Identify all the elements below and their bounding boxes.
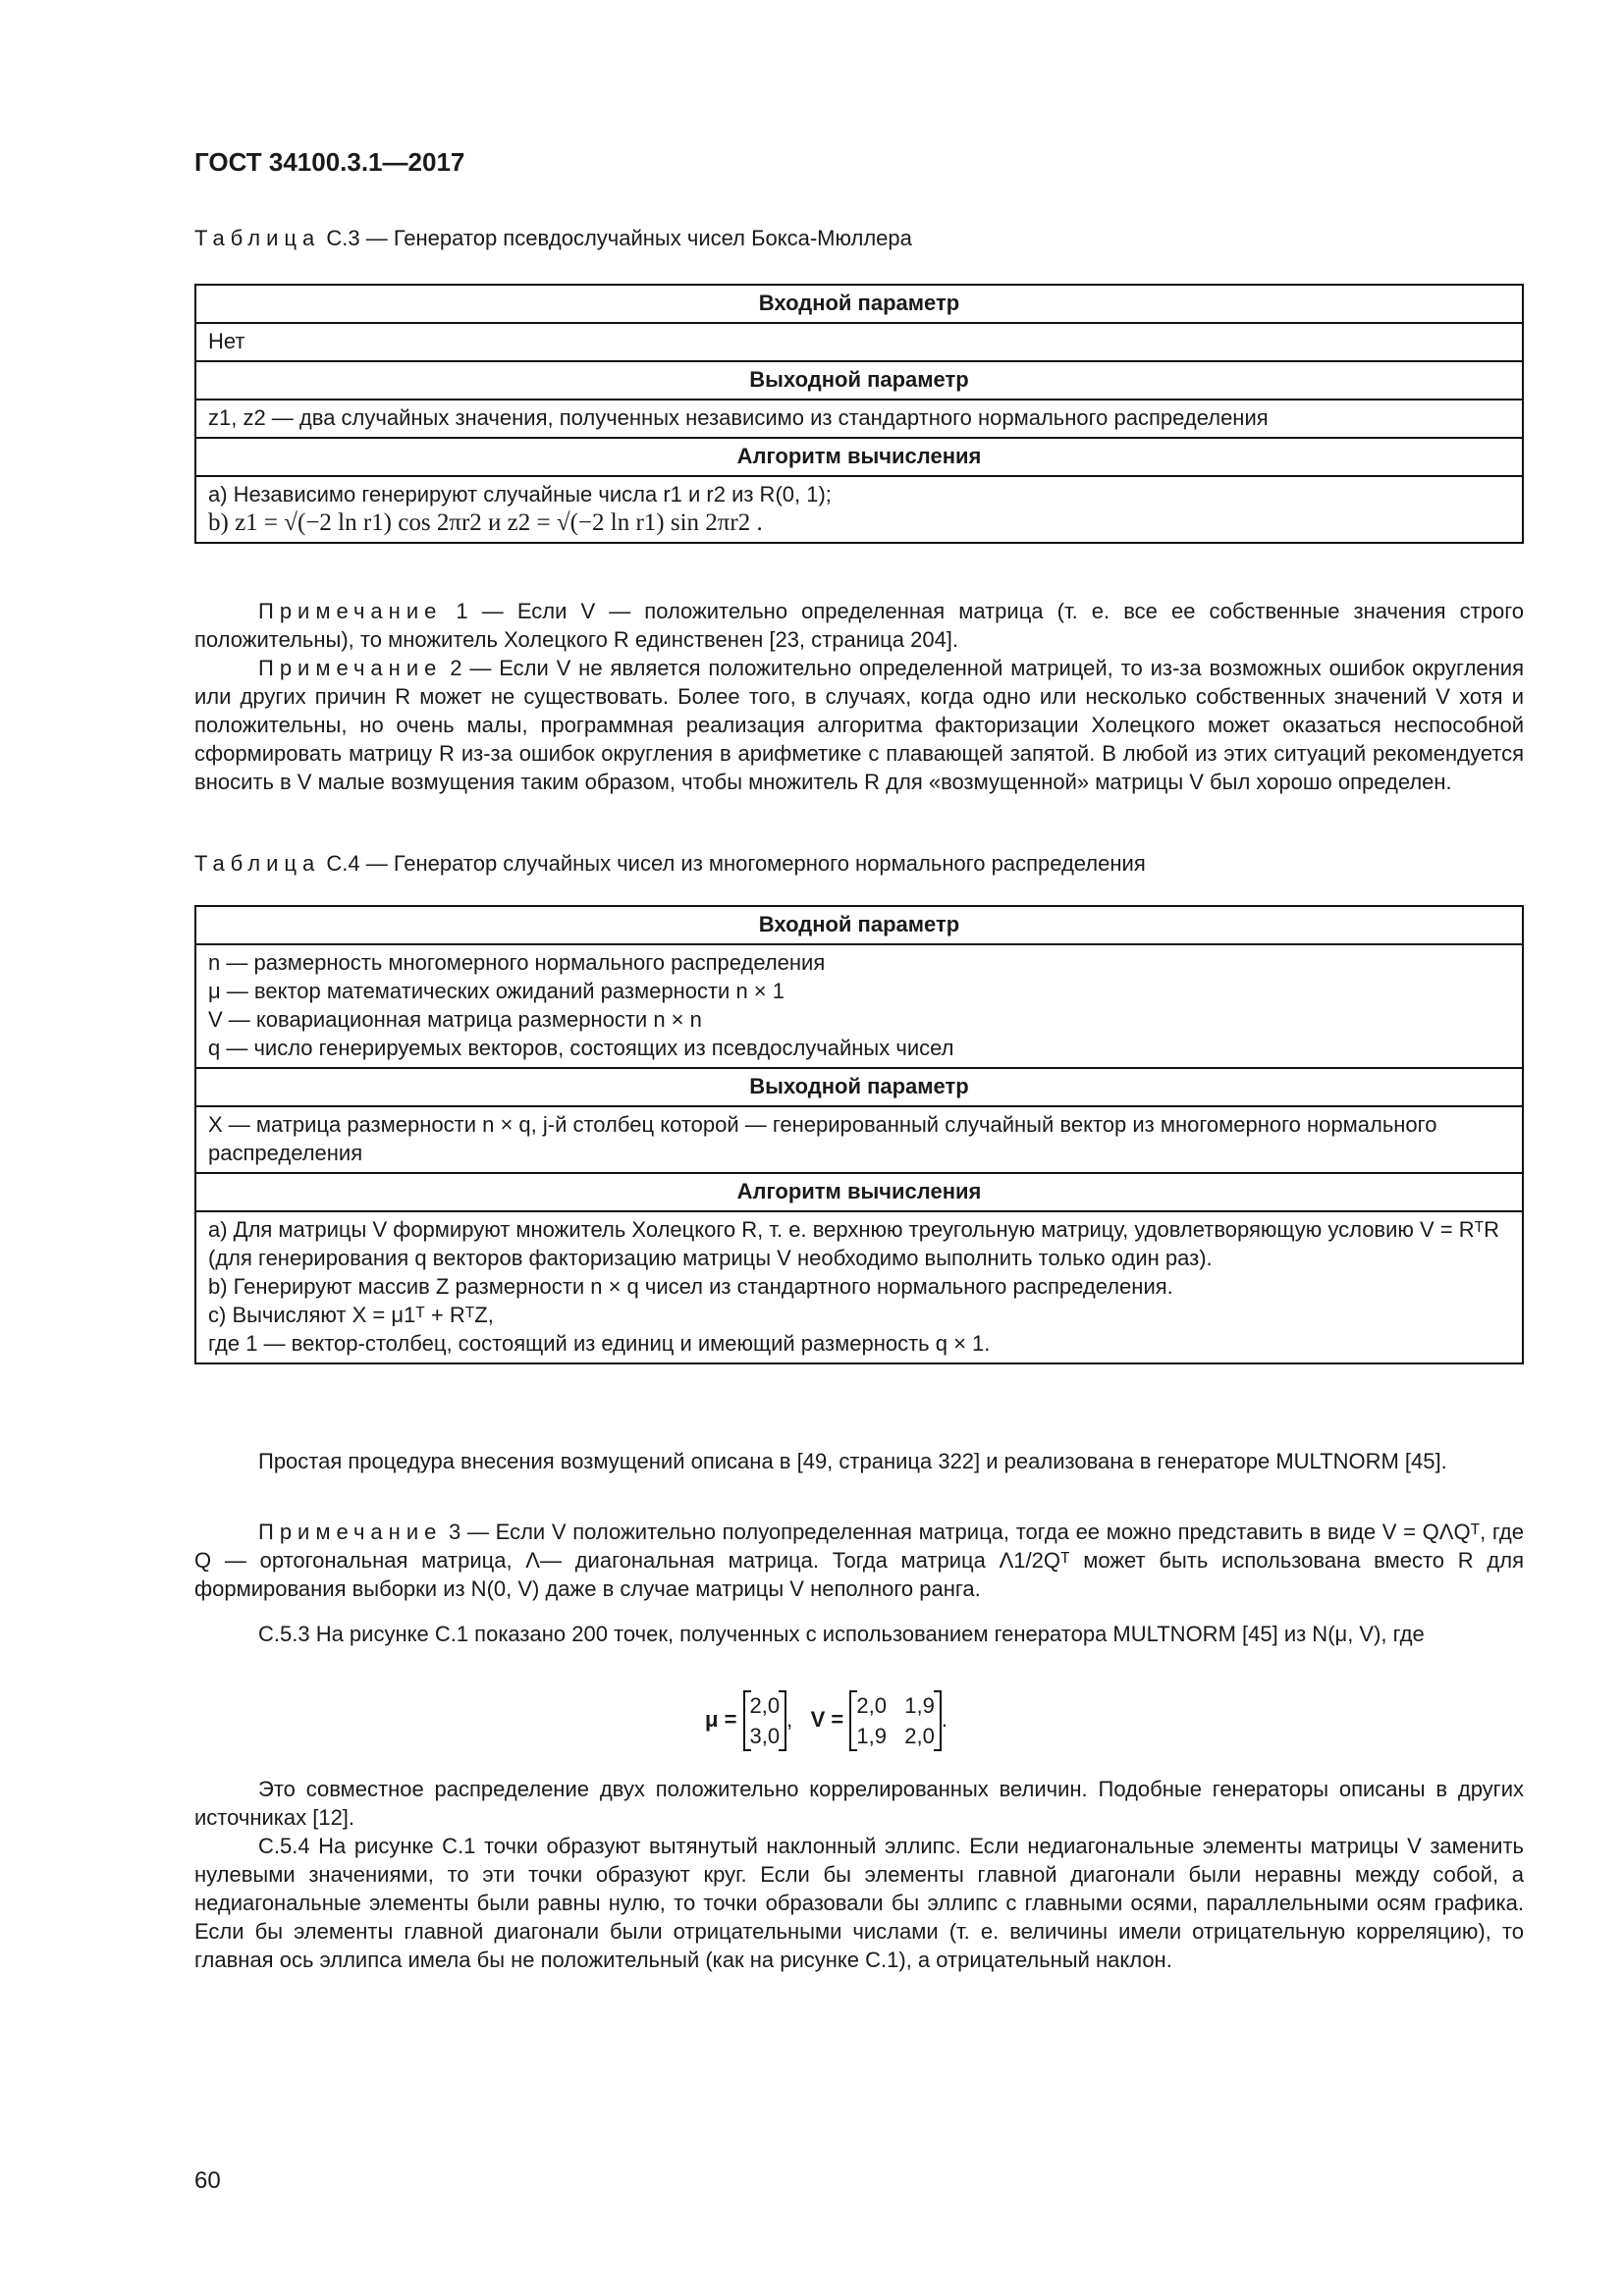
v-row [856,1690,935,1721]
mu-label: μ = [705,1706,737,1732]
note-3-label: Примечание [258,1520,443,1544]
table-c3-caption-text: С.3 — Генератор псевдослучайных чисел Бокса-Мюллера [320,226,912,250]
table-c4-algo-cell [195,1211,1523,1363]
table-c3-algo-header: Алгоритм вычисления [195,438,1523,476]
document-page [194,0,1524,2296]
note-3-text: 3 — Если V положительно полуопределенная матрица, тогда ее можно представить в виде V = QΛQᵀ, где Q — ортогональная матрица, Λ— диагональная матрица. Тогда матрица Λ1/2Qᵀ может быть использована вместо R для формирования выборки из N(0, V) даже в случае матрицы V неполного ранга. [194,1520,1524,1601]
mu-vector [743,1690,787,1751]
table-c4-algo-line: b) Генерируют массив Z размерности n × q чисел из стандартного нормального распределения. [208,1274,1173,1299]
paragraph-c53: С.5.3 На рисунке С.1 показано 200 точек, полученных с использованием генератора MULTNORM [45] из N(μ, V), где [258,1622,1425,1646]
table-c4-algo-line: c) Вычисляют X = μ1ᵀ + RᵀZ, [208,1303,494,1327]
v-cell: 2,0 [904,1724,935,1748]
note-1-label: Примечание [258,599,443,623]
table-c4-output-value: X — матрица размерности n × q, j-й столбец которой — генерированный случайный вектор из многомерного нормального распределения [195,1106,1523,1173]
v-row [856,1721,935,1751]
table-c4-caption-text: С.4 — Генератор случайных чисел из многомерного нормального распределения [320,851,1146,876]
note-2-text: 2 — Если V не является положительно определенной матрицей, то из-за возможных ошибок округления или других причин R может не существовать. Более того, в случаях, когда одно или несколько собственных значений V хотя и положительны, но очень малы, программная реализация алгоритма факторизации Холецкого может оказаться неспособной сформировать матрицу R из-за ошибок округления в арифметике с плавающей запятой. В любой из этих ситуаций рекомендуется вносить в V малые возмущения таким образом, чтобы множитель R для «возмущенной» матрицы V был хорошо определен. [194,656,1524,794]
table-c4-algo-line: a) Для матрицы V формируют множитель Холецкого R, т. е. верхнюю треугольную матрицу, удовлетворяющую условию V = RᵀR (для генерирования q векторов факторизацию матрицы V необходимо выполнить только один раз). [208,1217,1500,1270]
table-c3-output-value: z1, z2 — два случайных значения, полученных независимо из стандартного нормального распределения [195,400,1523,438]
table-c3-algo-a: a) Независимо генерируют случайные числа r1 и r2 из R(0, 1); [208,482,832,507]
table-c3-output-header: Выходной параметр [195,361,1523,400]
v-label: V = [810,1706,844,1732]
v-cell: 1,9 [904,1693,935,1718]
note-3 [194,1518,1524,1603]
v-cell: 1,9 [856,1724,887,1748]
table-c3-caption [194,226,912,251]
table-c3-caption-prefix: Таблица [194,226,321,250]
note-1 [194,597,1524,654]
mu-value: 3,0 [749,1724,781,1748]
v-matrix [849,1690,942,1751]
mu-value: 2,0 [749,1693,781,1718]
table-c3-input-value: Нет [195,323,1523,361]
table-c4-algo-line: где 1 — вектор-столбец, состоящий из единиц и имеющий размерность q × 1. [208,1331,991,1356]
table-c4-input-line: n — размерность многомерного нормального распределения [208,950,826,975]
table-c4-input-line: q — число генерируемых векторов, состоящих из псевдослучайных чисел [208,1036,954,1060]
table-c3-algo-b: b) z1 = √(−2 ln r1) cos 2πr2 и z2 = √(−2 ln r1) sin 2πr2 . [208,509,763,536]
table-c4-input-line: μ — вектор математических ожиданий размерности n × 1 [208,979,785,1003]
paragraph-c54: С.5.4 На рисунке С.1 точки образуют вытянутый наклонный эллипс. Если недиагональные элементы матрицы V заменить нулевыми значениями, то эти точки образуют круг. Если бы элементы главной диагонали были неравны между собой, а недиагональные элементы были равны нулю, то точки образовали бы эллипс с главными осями, параллельными осям графика. Если бы элементы главной диагонали были отрицательными числами (т. е. величины имели отрицательную корреляцию), то главная ось эллипса имела бы не положительный (как на рисунке С.1), а отрицательный наклон. [194,1834,1524,1972]
table-c4-algo-header: Алгоритм вычисления [195,1173,1523,1211]
note-2-label: Примечание [258,656,443,680]
note-1-text: 1 — Если V — положительно определенная матрица (т. е. все ее собственные значения строго положительны), то множитель Холецкого R единственен [23, страница 204]. [194,599,1524,652]
table-c4-input-header: Входной параметр [195,906,1523,944]
document-header: ГОСТ 34100.3.1—2017 [194,147,465,177]
table-c4-input-cell [195,944,1523,1068]
table-c4-output-header: Выходной параметр [195,1068,1523,1106]
table-c3-algo-cell [195,476,1523,543]
table-c3-input-header: Входной параметр [195,285,1523,323]
table-c4 [194,905,1524,1364]
paragraph-joint-distribution: Это совместное распределение двух положительно коррелированных величин. Подобные генераторы описаны в других источниках [12]. [194,1777,1524,1830]
table-c4-caption [194,851,1146,877]
note-2 [194,654,1524,796]
matrix-equation: μ = 2,0 3,0 , V = 2,0 1,9 1,9 2,0 . [705,1690,947,1755]
table-c3 [194,284,1524,544]
v-cell: 2,0 [856,1693,887,1718]
page-number: 60 [194,2167,221,2194]
table-c4-input-line: V — ковариационная матрица размерности n × n [208,1007,702,1032]
paragraph-simple-procedure: Простая процедура внесения возмущений описана в [49, страница 322] и реализована в генераторе MULTNORM [45]. [258,1449,1447,1473]
table-c4-caption-prefix: Таблица [194,851,321,876]
